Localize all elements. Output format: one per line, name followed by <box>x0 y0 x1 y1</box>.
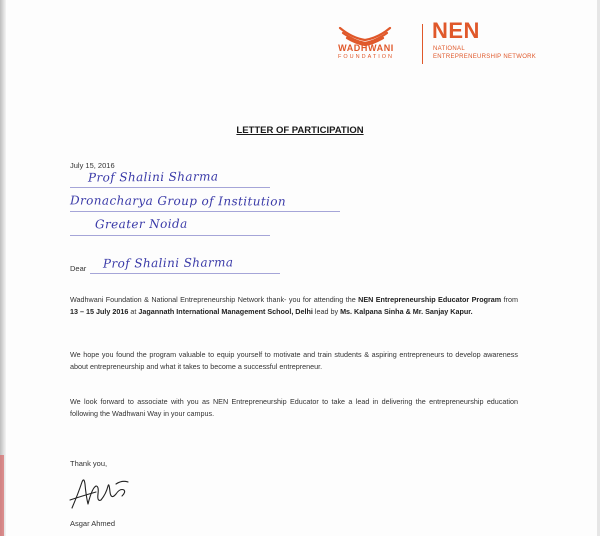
salutation-name-handwritten: Prof Shalini Sharma <box>102 255 234 271</box>
program-venue: Jagannath International Management School, Delhi <box>138 306 313 316</box>
logo-divider <box>422 24 423 64</box>
program-dates: 13 – 15 July 2016 <box>70 306 129 316</box>
letter-title: LETTER OF PARTICIPATION <box>236 125 364 136</box>
wadhwani-subtitle: FOUNDATION <box>338 54 394 60</box>
recipient-line-1 <box>70 187 270 188</box>
paragraph-future-association: We look forward to associate with you as NEN Entrepreneurship Educator to take a lead in delivering the entrepreneurship education following the Wadhwani Way in your campus. <box>70 397 518 418</box>
p1-text-a: Wadhwani Foundation & National Entrepreneurship Network thank- you for attending the <box>70 295 359 304</box>
scan-edge-mark <box>0 455 4 536</box>
nen-logo-text: NEN <box>432 18 480 43</box>
program-name: NEN Entrepreneurship Educator Program <box>358 295 502 304</box>
p1-text-g: lead by <box>312 306 341 316</box>
wadhwani-name: WADHWANI <box>338 43 394 53</box>
signer-name: Asgar Ahmed <box>70 519 116 528</box>
recipient-name-handwritten: Prof Shalini Sharma <box>87 169 219 185</box>
signature-icon <box>66 474 144 514</box>
salutation-line <box>90 273 280 274</box>
p1-text-c: from <box>501 295 519 304</box>
nen-subtitle-line1: NATIONAL <box>433 46 465 52</box>
paragraph-program-details <box>70 294 518 317</box>
recipient-line-3 <box>70 235 270 236</box>
p1-text-e: at <box>128 306 139 316</box>
paragraph-program-value: We hope you found the program valuable to equip yourself to motivate and train students & aspiring entrepreneurs to develop awareness about entrepreneurship and what it takes to become a successful entrepreneur. <box>70 350 518 371</box>
closing: Thank you, <box>70 459 108 468</box>
nen-subtitle-line2: ENTREPRENEURSHIP NETWORK <box>433 54 537 60</box>
salutation: Dear <box>70 264 87 273</box>
recipient-institution-handwritten: Dronacharya Group of Institution <box>69 193 287 209</box>
program-leads: Ms. Kalpana Sinha & Mr. Sanjay Kapur. <box>340 306 473 316</box>
recipient-line-2 <box>70 211 340 212</box>
letter-date: July 15, 2016 <box>70 161 115 170</box>
recipient-city-handwritten: Greater Noida <box>94 216 188 232</box>
